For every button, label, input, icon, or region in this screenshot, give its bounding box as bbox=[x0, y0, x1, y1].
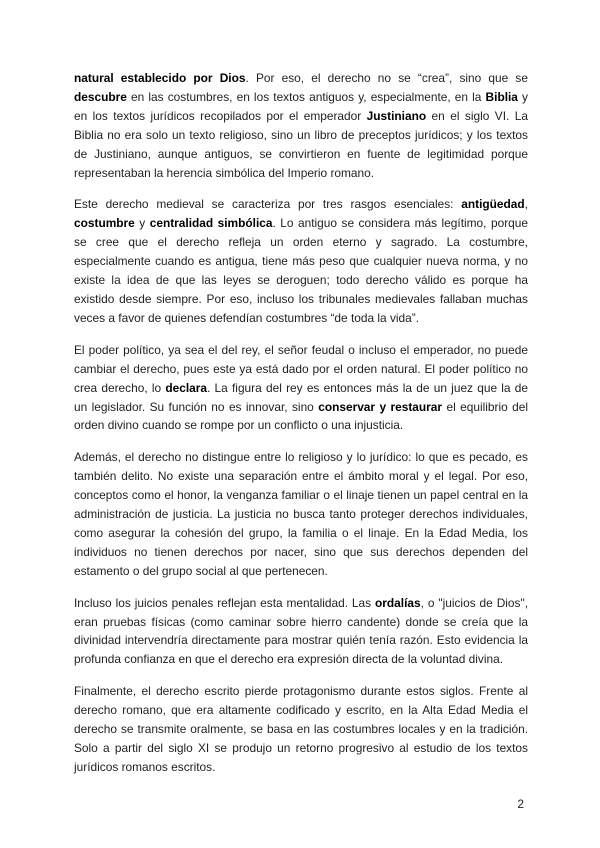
bold-term: Biblia bbox=[485, 89, 518, 104]
text-run: el equilibrio del orden divino cuando se rompe por un conflicto o una injusticia. bbox=[74, 399, 528, 433]
paragraph-5 bbox=[74, 594, 528, 670]
text-run: y en los textos jurídicos recopilados por el emperador bbox=[74, 89, 528, 123]
text-run: Este derecho medieval se caracteriza por tres rasgos esenciales: bbox=[74, 197, 462, 212]
text-run: , bbox=[524, 197, 528, 212]
bold-term: costumbre bbox=[74, 216, 135, 231]
bold-term: conservar y restaurar bbox=[318, 399, 443, 414]
paragraph-1 bbox=[74, 69, 528, 182]
bold-term: antigüedad bbox=[461, 197, 525, 212]
bold-term: Justiniano bbox=[366, 108, 427, 123]
paragraph-2 bbox=[74, 195, 528, 327]
text-run: Incluso los juicios penales reflejan esta mentalidad. Las bbox=[74, 595, 376, 610]
bold-term: ordalías bbox=[375, 595, 421, 610]
text-run: y bbox=[134, 216, 150, 231]
text-run: Finalmente, el derecho escrito pierde protagonismo durante estos siglos. Frente al derecho romano, que era altamente codificado y escrito, en la Alta Edad Media el derecho se transmite oralmente, se basa en las costumbres locales y en la tradición. Solo a partir del siglo XI se produjo un retorno progresivo al estudio de los textos jurídicos romanos escritos. bbox=[74, 684, 528, 774]
text-run: en las costumbres, en los textos antiguos y, especialmente, en la bbox=[126, 89, 486, 104]
bold-term: descubre bbox=[74, 89, 127, 104]
bold-term: centralidad simbólica bbox=[149, 216, 273, 231]
paragraph-3 bbox=[74, 341, 528, 436]
page-number: 2 bbox=[517, 797, 524, 811]
text-run: . Por eso, el derecho no se “crea”, sino que se bbox=[245, 71, 528, 85]
paragraph-6 bbox=[74, 682, 528, 777]
text-run: . La figura del rey es entonces más la de un juez que la de un legislador. Su función no es innovar, sino bbox=[74, 380, 529, 414]
text-run: en el siglo VI. La Biblia no era solo un texto religioso, sino un libro de preceptos jurídicos; y los textos de Justiniano, aunque antiguos, se convirtieron en fuente de legitimidad porque representaban la herencia simbólica del Imperio romano. bbox=[74, 108, 528, 180]
paragraph-4 bbox=[74, 448, 528, 580]
text-run: El poder político, ya sea el del rey, el señor feudal o incluso el emperador, no puede cambiar el derecho, pues este ya está dado por el orden natural. El poder político no crea derecho, lo bbox=[74, 342, 528, 395]
text-run: . Lo antiguo se considera más legítimo, porque se cree que el derecho refleja un orden eterno y sagrado. La costumbre, especialmente cuando es antigua, tiene más peso que cualquier nueva norma, y no existe la idea de que las leyes se deroguen; todo derecho válido es porque ha existido desde siempre. Por eso, incluso los tribunales medievales fallaban muchas veces a favor de quienes defendían costumbres “de toda la vida”. bbox=[74, 216, 528, 325]
bold-term: natural establecido por Dios bbox=[74, 71, 246, 85]
text-run: Además, el derecho no distingue entre lo religioso y lo jurídico: lo que es pecado, es también delito. No existe una separación entre el ámbito moral y el legal. Por eso, conceptos como el honor, la venganza familiar o el linaje tienen un papel central en la administración de justicia. La justicia no busca tanto proteger derechos individuales, como asegurar la cohesión del grupo, la familia o el linaje. En la Edad Media, los individuos no tienen derechos por nacer, sino que sus derechos dependen del estamento o del grupo social al que pertenecen. bbox=[74, 450, 528, 578]
text-run: , o "juicios de Dios", eran pruebas físicas (como caminar sobre hierro candente) donde se creía que la divinidad intervendría directamente para mostrar quién tenía razón. Esto evidencia la profunda confianza en que el derecho era expresión directa de la voluntad divina. bbox=[74, 595, 528, 667]
bold-term: declara bbox=[165, 380, 208, 395]
document-body bbox=[74, 69, 528, 790]
